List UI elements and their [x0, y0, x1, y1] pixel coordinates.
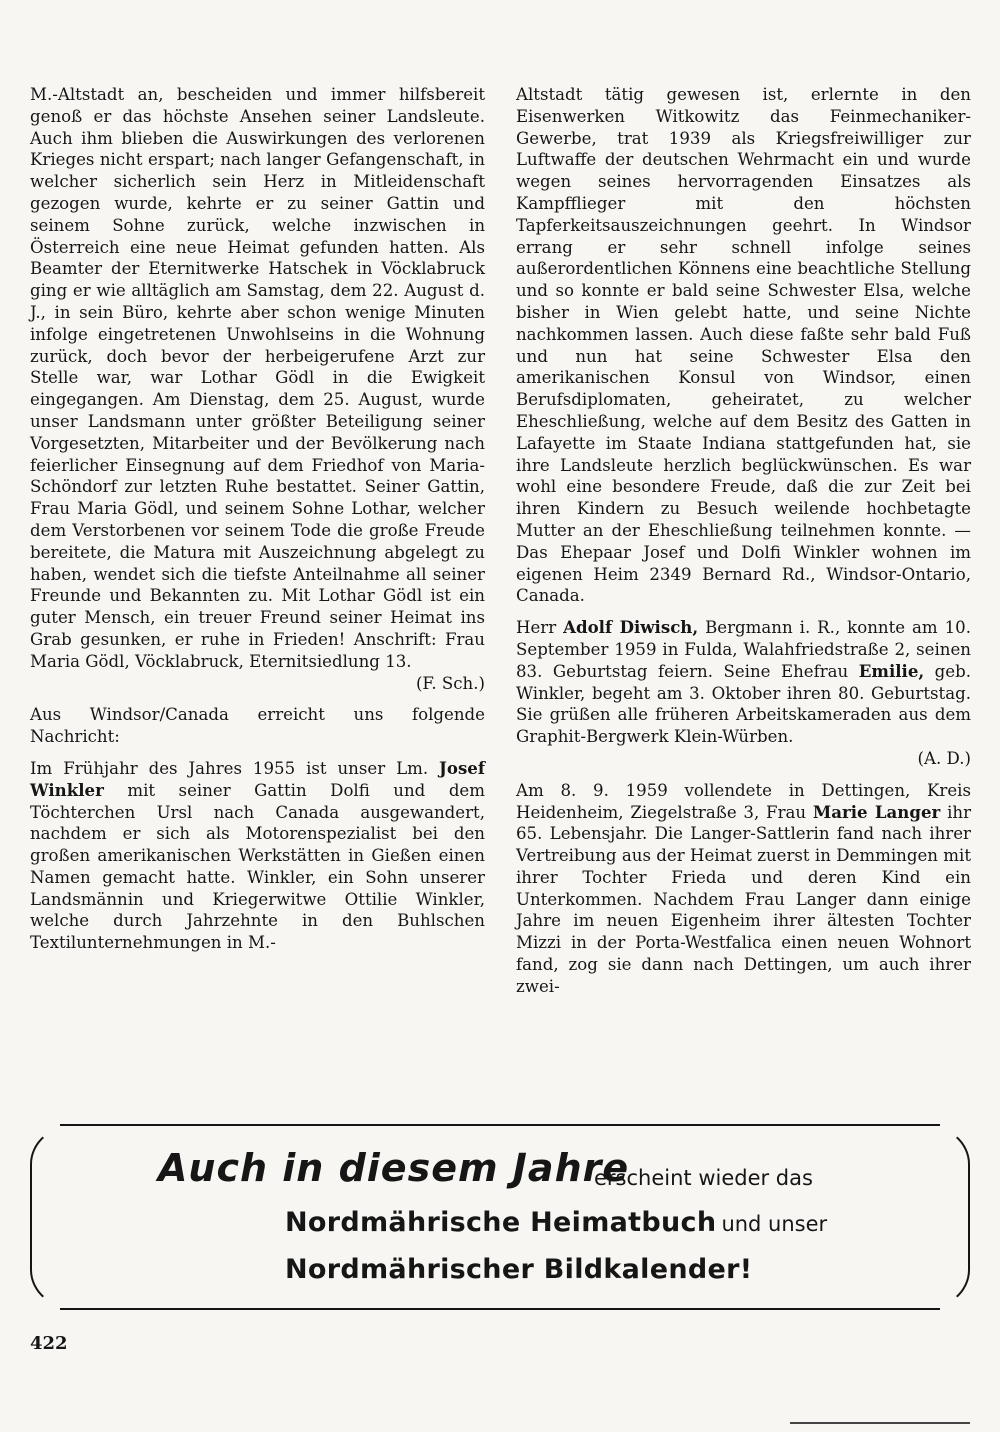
langer-text-b: ihr 65. Lebensjahr. Die Langer-Sattlerin fand nach ihrer Vertreibung aus der Heimat zuerst in Demmingen mit ihrer Tochter Frieda und deren Kind ein Unterkommen. Nachdem Frau Langer dann einige Jahre im neuen Eigenheim ihrer ältesten Tochter Mizzi in der Porta-Westfalica einen neuen Wohnort fand, zog sie dann nach Dettingen, um auch ihrer zwei-	[516, 802, 972, 996]
langer-name: Marie Langer	[812, 801, 941, 822]
advertisement-headline: Auch in diesem Jahre	[158, 1146, 630, 1190]
winkler-name: Josef Winkler	[30, 757, 485, 800]
advertisement-appears-text: erscheint wieder das	[594, 1166, 813, 1190]
winkler-continued-paragraph: Altstadt tätig gewesen ist, erlernte in den Eisenwerken Witkowitz das Feinmechaniker-Gewerbe, trat 1939 als Kriegsfreiwilliger zur Luftwaffe der deutschen Wehrmacht ein und wurde wegen seines hervorragenden Einsatzes als Kampfflieger mit den höchsten Tapferkeitsauszeichnungen geehrt. In Windsor errang er sehr schnell infolge seines außerordentlichen Könnens eine beachtliche Stellung und so konnte er bald seine Schwester Elsa, welche bisher in Wien gelebt hatte, und seine Nichte nachkommen lassen. Auch diese faßte sehr bald Fuß und nun hat seine Schwester Elsa den amerikanischen Konsul von Windsor, einen Berufsdiplomaten, geheiratet, zu welcher Eheschließung, welche auf dem Besitz des Gatten in Lafayette im Staate Indiana stattgefunden hat, sie ihre Landsleute herzlich beglückwünschen. Es war wohl eine besondere Freude, daß die zur Zeit bei ihren Kindern zu Besuch weilende hochbetagte Mutter an der Eheschließung teilnehmen konnte. — Das Ehepaar Josef und Dolfi Winkler wohnen im eigenen Heim 2349 Bernard Rd., Windsor-Ontario, Canada.	[516, 85, 971, 606]
diwisch-name: Adolf Diwisch,	[563, 617, 699, 638]
right-column	[516, 84, 971, 1008]
winkler-text-end: mit seiner Gattin Dolfi und dem Töchterchen Ursl nach Canada ausgewandert, nachdem er sich als Motorenspezialist bei den großen amerikanischen Werkstätten in Gießen einen Namen gemacht hatte. Winkler, ein Sohn unserer Landsmännin und Kriegerwitwe Ottilie Winkler, welche durch Jahrzehnte in den Buhlschen Textilunternehmungen in M.-	[30, 780, 485, 953]
advertisement-calendar-line	[285, 1254, 752, 1285]
advertisement-and-text: und unser	[721, 1212, 828, 1236]
diwisch-paragraph	[516, 617, 971, 770]
left-column	[30, 84, 485, 964]
page-number: 422	[30, 1333, 68, 1354]
winkler-paragraph	[30, 758, 485, 954]
langer-text-a: Am 8. 9. 1959 vollendete in Dettingen, Kreis Heidenheim, Ziegelstraße 3, Frau	[516, 780, 971, 822]
advertisement-book-line	[285, 1207, 827, 1238]
obituary-signoff: (F. Sch.)	[415, 673, 485, 693]
winkler-text-start: Im Frühjahr des Jahres 1955 ist unser Lm.	[30, 758, 429, 778]
diwisch-text-a: Herr	[516, 618, 557, 638]
advertisement-top-rule	[60, 1124, 940, 1126]
obituary-text: M.-Altstadt an, bescheiden und immer hilfsbereit genoß er das höchste Ansehen seiner Landsleute. Auch ihm blieben die Auswirkungen des verlorenen Krieges nicht erspart; nach langer Gefangenschaft, in welcher sicherlich sein Herz in Mitleidenschaft gezogen wurde, kehrte er zu seiner Gattin und seinem Sohne zurück, welche inzwischen in Österreich eine neue Heimat gefunden hatten. Als Beamter der Eternitwerke Hatschek in Vöcklabruck ging er wie alltäglich am Samstag, dem 22. August d. J., in sein Büro, kehrte aber schon wenige Minuten infolge eingetretenen Unwohlseins in die Wohnung zurück, doch bevor der herbeigerufene Arzt zur Stelle war, war Lothar Gödl in die Ewigkeit eingegangen. Am Dienstag, dem 25. August, wurde unser Landsmann unter größter Beteiligung seiner Vorgesetzten, Mitarbeiter und der Bevölkerung nach feierlicher Einsegnung auf dem Friedhof von Maria-Schöndorf zur letzten Ruhe bestattet. Seiner Gattin, Frau Maria Gödl, und seinem Sohne Lothar, welcher dem Verstorbenen vor seinem Tode die große Freude bereitete, die Matura mit Auszeichnung abgelegt zu haben, wendet sich die tiefste Anteilnahme all seiner Freunde und Bekannten zu. Mit Lothar Gödl ist ein guter Mensch, ein treuer Freund seiner Heimat ins Grab gesunken, er ruhe in Frieden! Anschrift: Frau Maria Gödl, Vöcklabruck, Eternitsiedlung 13.	[30, 85, 485, 671]
diwisch-text-b: Bergmann i. R., konnte am 10. September 1959 in Fulda, Walahfriedstraße 2, seinen 83. Geburtstag feiern. Seine Ehefrau	[516, 618, 972, 681]
emilie-name: Emilie,	[858, 660, 925, 681]
windsor-intro-paragraph: Aus Windsor/Canada erreicht uns folgende Nachricht:	[30, 705, 485, 747]
advertisement-book-title: Nordmährische Heimatbuch	[285, 1207, 717, 1238]
diwisch-signoff: (A. D.)	[917, 748, 971, 768]
diwisch-text-c: geb. Winkler, begeht am 3. Oktober ihren 80. Geburtstag. Sie grüßen alle früheren Arbeitskameraden aus dem Graphit-Bergwerk Klein-Würben.	[516, 661, 972, 747]
footer-rule	[790, 1422, 970, 1424]
langer-paragraph	[516, 780, 971, 998]
advertisement-bottom-rule	[60, 1308, 940, 1310]
advertisement-calendar-title: Nordmährischer Bildkalender!	[285, 1254, 753, 1285]
obituary-paragraph	[30, 84, 485, 694]
